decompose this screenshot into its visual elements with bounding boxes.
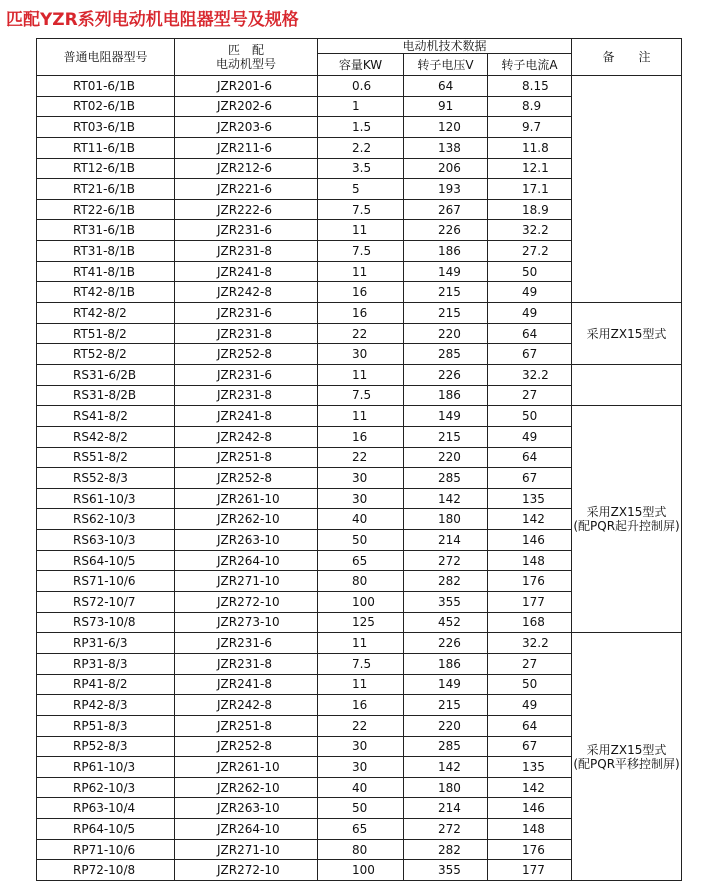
cell-resistor-model: RS73-10/8 bbox=[37, 612, 175, 633]
cell-capacity: 40 bbox=[318, 777, 404, 798]
cell-voltage: 355 bbox=[404, 592, 488, 613]
cell-motor-model: JZR212-6 bbox=[175, 158, 318, 179]
cell-resistor-model: RS71-10/6 bbox=[37, 571, 175, 592]
cell-current: 50 bbox=[488, 406, 572, 427]
cell-capacity: 80 bbox=[318, 571, 404, 592]
cell-resistor-model: RT42-8/1B bbox=[37, 282, 175, 303]
cell-resistor-model: RS64-10/5 bbox=[37, 550, 175, 571]
cell-capacity: 7.5 bbox=[318, 199, 404, 220]
cell-resistor-model: RT11-6/1B bbox=[37, 137, 175, 158]
cell-current: 27.2 bbox=[488, 241, 572, 262]
cell-motor-model: JZR222-6 bbox=[175, 199, 318, 220]
cell-motor-model: JZR231-6 bbox=[175, 303, 318, 324]
cell-voltage: 120 bbox=[404, 117, 488, 138]
cell-capacity: 11 bbox=[318, 633, 404, 654]
cell-capacity: 30 bbox=[318, 468, 404, 489]
cell-motor-model: JZR271-10 bbox=[175, 571, 318, 592]
cell-voltage: 149 bbox=[404, 261, 488, 282]
cell-resistor-model: RS62-10/3 bbox=[37, 509, 175, 530]
header-motor-line2: 电动机型号 bbox=[215, 57, 276, 71]
cell-voltage: 186 bbox=[404, 653, 488, 674]
cell-capacity: 50 bbox=[318, 798, 404, 819]
header-voltage: 转子电压V bbox=[404, 54, 488, 76]
cell-voltage: 180 bbox=[404, 509, 488, 530]
cell-current: 176 bbox=[488, 839, 572, 860]
cell-motor-model: JZR231-8 bbox=[175, 653, 318, 674]
cell-capacity: 1.5 bbox=[318, 117, 404, 138]
cell-voltage: 267 bbox=[404, 199, 488, 220]
cell-resistor-model: RP63-10/4 bbox=[37, 798, 175, 819]
cell-motor-model: JZR262-10 bbox=[175, 777, 318, 798]
cell-voltage: 214 bbox=[404, 798, 488, 819]
cell-voltage: 272 bbox=[404, 550, 488, 571]
cell-capacity: 100 bbox=[318, 592, 404, 613]
cell-capacity: 30 bbox=[318, 344, 404, 365]
cell-current: 12.1 bbox=[488, 158, 572, 179]
cell-capacity: 1 bbox=[318, 96, 404, 117]
cell-motor-model: JZR251-8 bbox=[175, 447, 318, 468]
cell-resistor-model: RS63-10/3 bbox=[37, 530, 175, 551]
cell-motor-model: JZR231-6 bbox=[175, 364, 318, 385]
cell-capacity: 7.5 bbox=[318, 385, 404, 406]
cell-motor-model: JZR241-8 bbox=[175, 674, 318, 695]
header-motor bbox=[175, 39, 318, 76]
header-model: 普通电阻器型号 bbox=[37, 39, 175, 76]
cell-voltage: 226 bbox=[404, 220, 488, 241]
cell-capacity: 22 bbox=[318, 323, 404, 344]
cell-motor-model: JZR211-6 bbox=[175, 137, 318, 158]
cell-resistor-model: RP41-8/2 bbox=[37, 674, 175, 695]
cell-capacity: 11 bbox=[318, 220, 404, 241]
header-note: 备 注 bbox=[572, 39, 682, 76]
cell-voltage: 149 bbox=[404, 674, 488, 695]
cell-capacity: 65 bbox=[318, 550, 404, 571]
cell-resistor-model: RP42-8/3 bbox=[37, 695, 175, 716]
cell-motor-model: JZR242-8 bbox=[175, 695, 318, 716]
cell-motor-model: JZR273-10 bbox=[175, 612, 318, 633]
cell-motor-model: JZR271-10 bbox=[175, 839, 318, 860]
cell-current: 8.9 bbox=[488, 96, 572, 117]
cell-motor-model: JZR261-10 bbox=[175, 488, 318, 509]
cell-voltage: 193 bbox=[404, 179, 488, 200]
cell-motor-model: JZR221-6 bbox=[175, 179, 318, 200]
cell-motor-model: JZR262-10 bbox=[175, 509, 318, 530]
cell-capacity: 50 bbox=[318, 530, 404, 551]
cell-resistor-model: RT31-6/1B bbox=[37, 220, 175, 241]
cell-current: 27 bbox=[488, 653, 572, 674]
cell-current: 135 bbox=[488, 488, 572, 509]
cell-motor-model: JZR252-8 bbox=[175, 736, 318, 757]
cell-voltage: 215 bbox=[404, 426, 488, 447]
cell-current: 177 bbox=[488, 860, 572, 881]
cell-motor-model: JZR241-8 bbox=[175, 261, 318, 282]
table-row bbox=[37, 76, 682, 97]
cell-resistor-model: RP64-10/5 bbox=[37, 819, 175, 840]
cell-motor-model: JZR231-8 bbox=[175, 385, 318, 406]
note-line: (配PQR起升控制屏) bbox=[573, 519, 680, 534]
cell-motor-model: JZR231-6 bbox=[175, 220, 318, 241]
table-row bbox=[37, 406, 682, 427]
cell-current: 67 bbox=[488, 344, 572, 365]
cell-resistor-model: RS41-8/2 bbox=[37, 406, 175, 427]
resistor-spec-table bbox=[36, 38, 682, 881]
cell-capacity: 40 bbox=[318, 509, 404, 530]
cell-current: 146 bbox=[488, 530, 572, 551]
cell-current: 135 bbox=[488, 757, 572, 778]
cell-resistor-model: RS42-8/2 bbox=[37, 426, 175, 447]
cell-resistor-model: RT21-6/1B bbox=[37, 179, 175, 200]
cell-motor-model: JZR203-6 bbox=[175, 117, 318, 138]
cell-current: 67 bbox=[488, 468, 572, 489]
cell-current: 49 bbox=[488, 303, 572, 324]
cell-current: 67 bbox=[488, 736, 572, 757]
cell-current: 50 bbox=[488, 674, 572, 695]
cell-note bbox=[572, 406, 682, 633]
cell-voltage: 226 bbox=[404, 364, 488, 385]
cell-current: 50 bbox=[488, 261, 572, 282]
cell-current: 17.1 bbox=[488, 179, 572, 200]
cell-current: 49 bbox=[488, 695, 572, 716]
cell-voltage: 452 bbox=[404, 612, 488, 633]
cell-current: 64 bbox=[488, 715, 572, 736]
cell-resistor-model: RP31-8/3 bbox=[37, 653, 175, 674]
cell-voltage: 220 bbox=[404, 715, 488, 736]
cell-current: 11.8 bbox=[488, 137, 572, 158]
page-title: 匹配YZR系列电动机电阻器型号及规格 bbox=[6, 10, 299, 30]
cell-voltage: 215 bbox=[404, 282, 488, 303]
cell-capacity: 22 bbox=[318, 715, 404, 736]
cell-note bbox=[572, 303, 682, 365]
header-current: 转子电流A bbox=[488, 54, 572, 76]
cell-current: 168 bbox=[488, 612, 572, 633]
cell-current: 176 bbox=[488, 571, 572, 592]
cell-voltage: 226 bbox=[404, 633, 488, 654]
cell-voltage: 91 bbox=[404, 96, 488, 117]
cell-resistor-model: RT41-8/1B bbox=[37, 261, 175, 282]
cell-resistor-model: RP72-10/8 bbox=[37, 860, 175, 881]
cell-capacity: 11 bbox=[318, 406, 404, 427]
cell-voltage: 355 bbox=[404, 860, 488, 881]
cell-resistor-model: RP52-8/3 bbox=[37, 736, 175, 757]
cell-resistor-model: RS31-8/2B bbox=[37, 385, 175, 406]
cell-motor-model: JZR251-8 bbox=[175, 715, 318, 736]
cell-voltage: 206 bbox=[404, 158, 488, 179]
header-motor-line1: 匹 配 bbox=[227, 43, 264, 57]
cell-current: 142 bbox=[488, 509, 572, 530]
cell-resistor-model: RT12-6/1B bbox=[37, 158, 175, 179]
cell-current: 146 bbox=[488, 798, 572, 819]
cell-resistor-model: RP61-10/3 bbox=[37, 757, 175, 778]
cell-resistor-model: RS61-10/3 bbox=[37, 488, 175, 509]
cell-resistor-model: RT02-6/1B bbox=[37, 96, 175, 117]
cell-voltage: 64 bbox=[404, 76, 488, 97]
cell-motor-model: JZR231-6 bbox=[175, 633, 318, 654]
cell-voltage: 180 bbox=[404, 777, 488, 798]
cell-note bbox=[572, 633, 682, 881]
cell-voltage: 282 bbox=[404, 839, 488, 860]
cell-capacity: 0.6 bbox=[318, 76, 404, 97]
cell-voltage: 186 bbox=[404, 385, 488, 406]
cell-capacity: 125 bbox=[318, 612, 404, 633]
cell-resistor-model: RT31-8/1B bbox=[37, 241, 175, 262]
cell-capacity: 30 bbox=[318, 488, 404, 509]
cell-current: 64 bbox=[488, 447, 572, 468]
cell-motor-model: JZR261-10 bbox=[175, 757, 318, 778]
cell-motor-model: JZR272-10 bbox=[175, 592, 318, 613]
cell-resistor-model: RS51-8/2 bbox=[37, 447, 175, 468]
cell-motor-model: JZR242-8 bbox=[175, 282, 318, 303]
cell-voltage: 142 bbox=[404, 757, 488, 778]
cell-voltage: 215 bbox=[404, 695, 488, 716]
cell-resistor-model: RS52-8/3 bbox=[37, 468, 175, 489]
note-line: 采用ZX15型式 bbox=[586, 326, 667, 341]
cell-capacity: 11 bbox=[318, 261, 404, 282]
cell-capacity: 11 bbox=[318, 364, 404, 385]
cell-resistor-model: RT52-8/2 bbox=[37, 344, 175, 365]
cell-note bbox=[572, 76, 682, 303]
cell-resistor-model: RS31-6/2B bbox=[37, 364, 175, 385]
cell-voltage: 186 bbox=[404, 241, 488, 262]
table-row bbox=[37, 633, 682, 654]
cell-current: 27 bbox=[488, 385, 572, 406]
cell-voltage: 282 bbox=[404, 571, 488, 592]
cell-current: 18.9 bbox=[488, 199, 572, 220]
cell-capacity: 16 bbox=[318, 303, 404, 324]
cell-resistor-model: RS72-10/7 bbox=[37, 592, 175, 613]
cell-resistor-model: RT42-8/2 bbox=[37, 303, 175, 324]
table-row bbox=[37, 303, 682, 324]
cell-current: 177 bbox=[488, 592, 572, 613]
cell-voltage: 215 bbox=[404, 303, 488, 324]
cell-capacity: 2.2 bbox=[318, 137, 404, 158]
cell-resistor-model: RT22-6/1B bbox=[37, 199, 175, 220]
cell-capacity: 3.5 bbox=[318, 158, 404, 179]
cell-capacity: 7.5 bbox=[318, 653, 404, 674]
cell-voltage: 220 bbox=[404, 447, 488, 468]
cell-capacity: 11 bbox=[318, 674, 404, 695]
note-line: (配PQR平移控制屏) bbox=[573, 756, 680, 771]
cell-voltage: 272 bbox=[404, 819, 488, 840]
cell-capacity: 16 bbox=[318, 426, 404, 447]
cell-resistor-model: RT51-8/2 bbox=[37, 323, 175, 344]
cell-current: 49 bbox=[488, 282, 572, 303]
cell-current: 32.2 bbox=[488, 220, 572, 241]
cell-motor-model: JZR241-8 bbox=[175, 406, 318, 427]
cell-capacity: 22 bbox=[318, 447, 404, 468]
cell-current: 8.15 bbox=[488, 76, 572, 97]
cell-motor-model: JZR252-8 bbox=[175, 468, 318, 489]
cell-motor-model: JZR242-8 bbox=[175, 426, 318, 447]
cell-current: 64 bbox=[488, 323, 572, 344]
cell-motor-model: JZR252-8 bbox=[175, 344, 318, 365]
cell-current: 148 bbox=[488, 550, 572, 571]
cell-voltage: 142 bbox=[404, 488, 488, 509]
header-capacity: 容量KW bbox=[318, 54, 404, 76]
cell-current: 32.2 bbox=[488, 364, 572, 385]
cell-voltage: 138 bbox=[404, 137, 488, 158]
cell-current: 142 bbox=[488, 777, 572, 798]
cell-resistor-model: RP31-6/3 bbox=[37, 633, 175, 654]
cell-voltage: 285 bbox=[404, 344, 488, 365]
cell-motor-model: JZR263-10 bbox=[175, 530, 318, 551]
cell-current: 9.7 bbox=[488, 117, 572, 138]
cell-resistor-model: RP62-10/3 bbox=[37, 777, 175, 798]
cell-capacity: 80 bbox=[318, 839, 404, 860]
cell-capacity: 30 bbox=[318, 757, 404, 778]
cell-motor-model: JZR272-10 bbox=[175, 860, 318, 881]
cell-capacity: 30 bbox=[318, 736, 404, 757]
cell-current: 49 bbox=[488, 426, 572, 447]
cell-motor-model: JZR263-10 bbox=[175, 798, 318, 819]
cell-voltage: 285 bbox=[404, 468, 488, 489]
cell-capacity: 16 bbox=[318, 282, 404, 303]
cell-capacity: 5 bbox=[318, 179, 404, 200]
cell-current: 148 bbox=[488, 819, 572, 840]
cell-resistor-model: RP51-8/3 bbox=[37, 715, 175, 736]
note-line: 采用ZX15型式 bbox=[586, 505, 667, 520]
cell-motor-model: JZR264-10 bbox=[175, 819, 318, 840]
cell-resistor-model: RP71-10/6 bbox=[37, 839, 175, 860]
table-row bbox=[37, 364, 682, 385]
cell-capacity: 16 bbox=[318, 695, 404, 716]
cell-motor-model: JZR202-6 bbox=[175, 96, 318, 117]
cell-motor-model: JZR264-10 bbox=[175, 550, 318, 571]
cell-motor-model: JZR231-8 bbox=[175, 241, 318, 262]
note-line: 采用ZX15型式 bbox=[586, 742, 667, 757]
header-tech: 电动机技术数据 bbox=[318, 39, 572, 54]
cell-note bbox=[572, 364, 682, 405]
cell-current: 32.2 bbox=[488, 633, 572, 654]
cell-resistor-model: RT01-6/1B bbox=[37, 76, 175, 97]
cell-capacity: 7.5 bbox=[318, 241, 404, 262]
cell-motor-model: JZR231-8 bbox=[175, 323, 318, 344]
cell-motor-model: JZR201-6 bbox=[175, 76, 318, 97]
cell-voltage: 214 bbox=[404, 530, 488, 551]
table-body bbox=[37, 76, 682, 881]
cell-voltage: 285 bbox=[404, 736, 488, 757]
cell-voltage: 149 bbox=[404, 406, 488, 427]
cell-capacity: 65 bbox=[318, 819, 404, 840]
cell-resistor-model: RT03-6/1B bbox=[37, 117, 175, 138]
cell-capacity: 100 bbox=[318, 860, 404, 881]
cell-voltage: 220 bbox=[404, 323, 488, 344]
